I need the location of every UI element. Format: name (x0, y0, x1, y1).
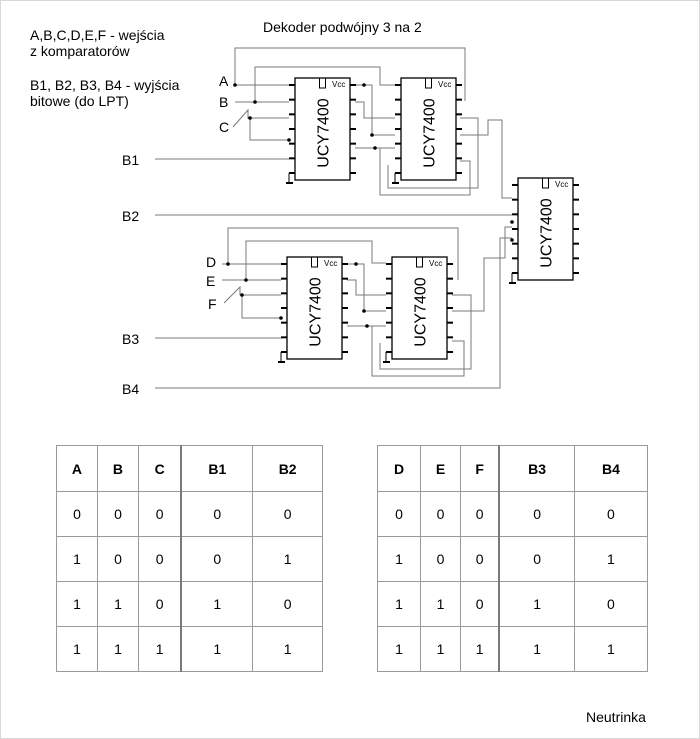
wire-chip1-feedback (250, 118, 289, 140)
vcc-label: Vcc (438, 80, 452, 89)
table-header-cell: B (97, 446, 138, 492)
table-cell: 1 (97, 627, 138, 672)
legend-outputs-line1: B1, B2, B3, B4 - wyjścia (30, 77, 180, 93)
table-cell: 1 (378, 627, 421, 672)
table-cell: 1 (574, 627, 647, 672)
chip-name: UCY7400 (412, 277, 430, 347)
wire-chip4-to-chip5 (452, 227, 512, 311)
wire-chip3-out2 (347, 280, 386, 295)
junction-dots (226, 83, 514, 328)
truth-table-2 (377, 445, 648, 672)
wire-chip3-feedback (242, 295, 281, 318)
legend-inputs-line1: A,B,C,D,E,F - wejścia (30, 27, 165, 43)
table-cell: 0 (421, 492, 461, 537)
ground-symbol (383, 352, 390, 362)
table-header-cell: F (460, 446, 499, 492)
junction-dot (233, 83, 237, 87)
ic-chip-5 (512, 178, 579, 280)
wire-chip3-out1 (347, 264, 386, 311)
table-cell: 0 (138, 492, 181, 537)
table-cell: 1 (460, 627, 499, 672)
table-cell: 1 (57, 627, 98, 672)
table-row (378, 627, 648, 672)
table-cell: 1 (574, 537, 647, 582)
table-cell: 1 (253, 627, 323, 672)
chip-name: UCY7400 (538, 198, 556, 268)
junction-dot (279, 316, 283, 320)
table-header-cell: B1 (181, 446, 253, 492)
legend-inputs-line2: z komparatorów (30, 43, 130, 59)
table-cell: 1 (253, 537, 323, 582)
output-label-b2: B2 (122, 208, 140, 224)
input-label-a: A (219, 73, 229, 89)
truth-table-1 (56, 445, 323, 672)
wire-chip1-out1 (355, 85, 395, 135)
chips (281, 78, 579, 359)
output-label-b4: B4 (122, 381, 140, 397)
input-label-e: E (206, 273, 216, 289)
table-cell: 1 (499, 627, 574, 672)
junction-dot (362, 83, 366, 87)
input-label-f: F (208, 296, 217, 312)
vcc-label: Vcc (332, 80, 346, 89)
junction-dot (287, 138, 291, 142)
input-label-b: B (219, 94, 229, 110)
wire-chip1-out2 (355, 102, 395, 118)
vcc-label: Vcc (429, 259, 443, 268)
diagram-title: Dekoder podwójny 3 na 2 (263, 19, 422, 35)
table-cell: 0 (97, 537, 138, 582)
table-header-cell: B4 (574, 446, 647, 492)
table-cell: 1 (378, 537, 421, 582)
junction-dot (510, 220, 514, 224)
table-cell: 1 (421, 582, 461, 627)
table-cell: 0 (253, 492, 323, 537)
junction-dot (248, 116, 252, 120)
ic-chip-4 (386, 257, 453, 359)
legend-outputs-line2: bitowe (do LPT) (30, 93, 129, 109)
table-cell: 0 (181, 492, 253, 537)
ground-symbol (278, 352, 285, 362)
table-cell: 1 (57, 582, 98, 627)
ground-symbol (286, 173, 293, 183)
table-cell: 0 (378, 492, 421, 537)
ic-chip-1 (289, 78, 356, 180)
table-cell: 1 (378, 582, 421, 627)
table-cell: 1 (499, 582, 574, 627)
junction-dot (226, 262, 230, 266)
table-cell: 0 (574, 582, 647, 627)
table-header-row (378, 446, 648, 492)
wire-c (233, 110, 289, 127)
junction-dot (354, 262, 358, 266)
table-cell: 0 (253, 582, 323, 627)
table-cell: 1 (421, 627, 461, 672)
junction-dot (362, 309, 366, 313)
table-cell: 0 (138, 537, 181, 582)
junction-dot (370, 133, 374, 137)
junction-dot (240, 293, 244, 297)
junction-dot (365, 324, 369, 328)
ground-symbol (392, 173, 399, 183)
table-row (378, 582, 648, 627)
author-signature: Neutrinka (586, 709, 646, 725)
table-cell: 0 (574, 492, 647, 537)
vcc-label: Vcc (324, 259, 338, 268)
ground-symbol (509, 273, 516, 283)
table-row (57, 627, 323, 672)
table-row (378, 492, 648, 537)
junction-dot (373, 146, 377, 150)
table-cell: 0 (460, 537, 499, 582)
table-cell: 1 (57, 537, 98, 582)
ic-chip-2 (395, 78, 462, 180)
table-header-cell: C (138, 446, 181, 492)
table-header-cell: A (57, 446, 98, 492)
table-row (57, 537, 323, 582)
table-header-cell: B3 (499, 446, 574, 492)
table-header-cell: B2 (253, 446, 323, 492)
junction-dot (510, 238, 514, 242)
vcc-label: Vcc (555, 180, 569, 189)
table-cell: 0 (460, 582, 499, 627)
table-cell: 1 (181, 582, 253, 627)
table-header-row (57, 446, 323, 492)
chip-name: UCY7400 (421, 98, 439, 168)
table-header-cell: E (421, 446, 461, 492)
junction-dot (244, 278, 248, 282)
table-cell: 1 (97, 582, 138, 627)
input-label-d: D (206, 254, 217, 270)
table-cell: 1 (138, 627, 181, 672)
table-cell: 0 (499, 492, 574, 537)
table-cell: 0 (499, 537, 574, 582)
table-cell: 0 (181, 537, 253, 582)
table-cell: 0 (97, 492, 138, 537)
table-row (378, 537, 648, 582)
table-cell: 1 (181, 627, 253, 672)
table-row (57, 492, 323, 537)
table-cell: 0 (460, 492, 499, 537)
ic-chip-3 (281, 257, 348, 359)
table-cell: 0 (57, 492, 98, 537)
table-cell: 0 (138, 582, 181, 627)
output-label-b3: B3 (122, 331, 140, 347)
junction-dot (253, 100, 257, 104)
table-header-cell: D (378, 446, 421, 492)
input-label-c: C (219, 119, 230, 135)
wire-chip2-to-chip5 (460, 120, 512, 198)
chip-name: UCY7400 (307, 277, 325, 347)
table-cell: 0 (421, 537, 461, 582)
chip-name: UCY7400 (315, 98, 333, 168)
wire-f (224, 287, 281, 303)
table-row (57, 582, 323, 627)
output-label-b1: B1 (122, 152, 140, 168)
